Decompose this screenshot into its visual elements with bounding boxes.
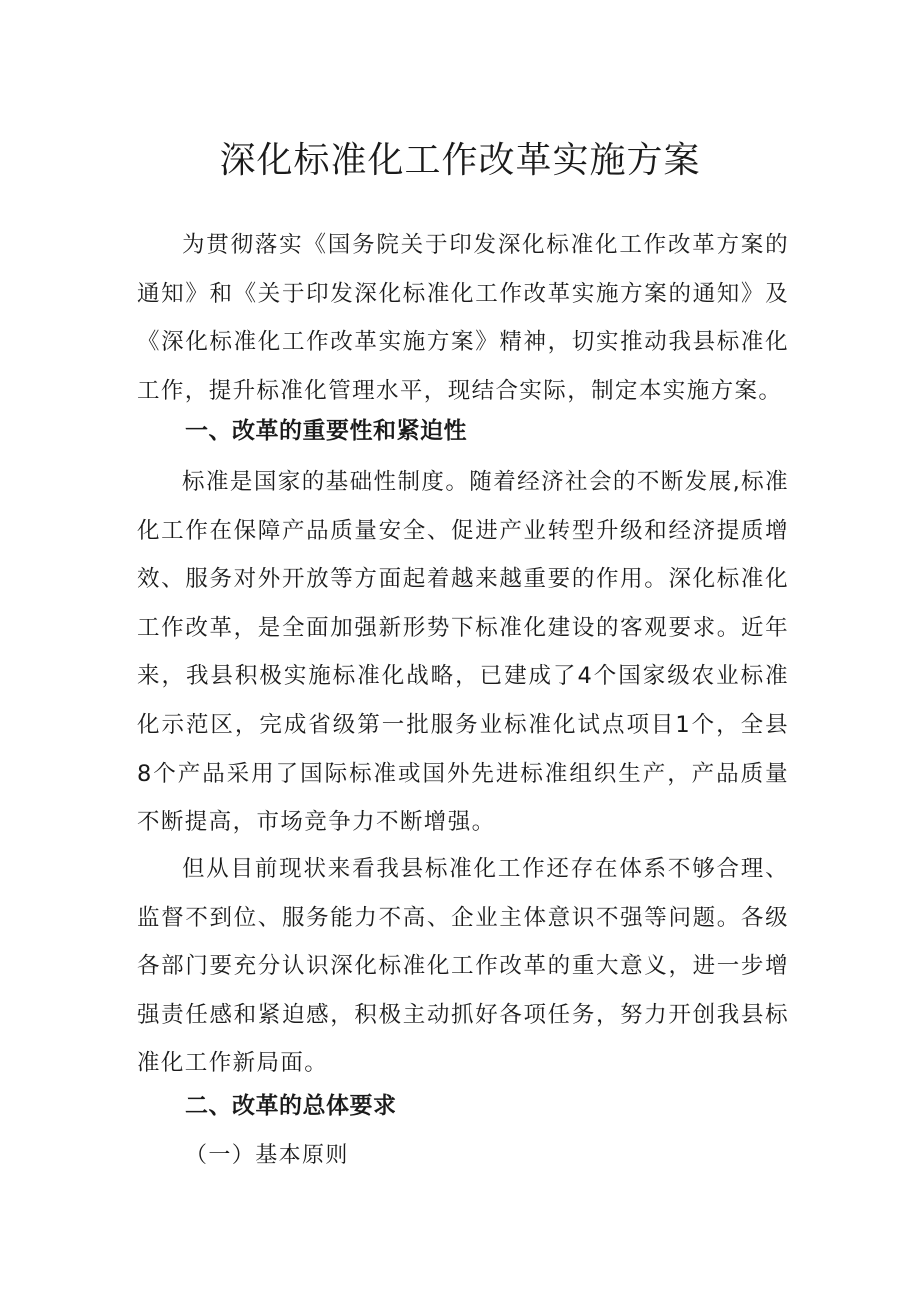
section-1-paragraph-1: 标准是国家的基础性制度。随着经济社会的不断发展,标准化工作在保障产品质量安全、促进产业转型升级和经济提质增效、服务对外开放等方面起着越来越重要的作用。深化标准化工作改革，是全面加强新形势下标准化建设的客观要求。近年来，我县积极实施标准化战略，已建成了4个国家级农业标准化示范区，完成省级第一批服务业标准化试点项目1个，全县8个产品采用了国际标准或国外先进标准组织生产，产品质量不断提高，市场竞争力不断增强。 [137, 469, 789, 836]
section-2-heading: 二、改革的总体要求 [185, 1093, 397, 1119]
section-1-paragraph-2: 但从目前现状来看我县标准化工作还存在体系不够合理、监督不到位、服务能力不高、企业主体意识不强等问题。各级各部门要充分认识深化标准化工作改革的重大意义，进一步增强责任感和紧迫感，积极主动抓好各项任务，努力开创我县标准化工作新局面。 [137, 856, 789, 1077]
document-title: 深化标准化工作改革实施方案 [219, 140, 701, 181]
intro-paragraph: 为贯彻落实《国务院关于印发深化标准化工作改革方案的通知》和《关于印发深化标准化工作改革实施方案的通知》及《深化标准化工作改革实施方案》精神，切实推动我县标准化工作，提升标准化管理水平，现结合实际，制定本实施方案。 [137, 232, 789, 404]
section-2-subheading-1: （一）基本原则 [185, 1143, 349, 1168]
section-1-heading: 一、改革的重要性和紧迫性 [185, 418, 467, 444]
